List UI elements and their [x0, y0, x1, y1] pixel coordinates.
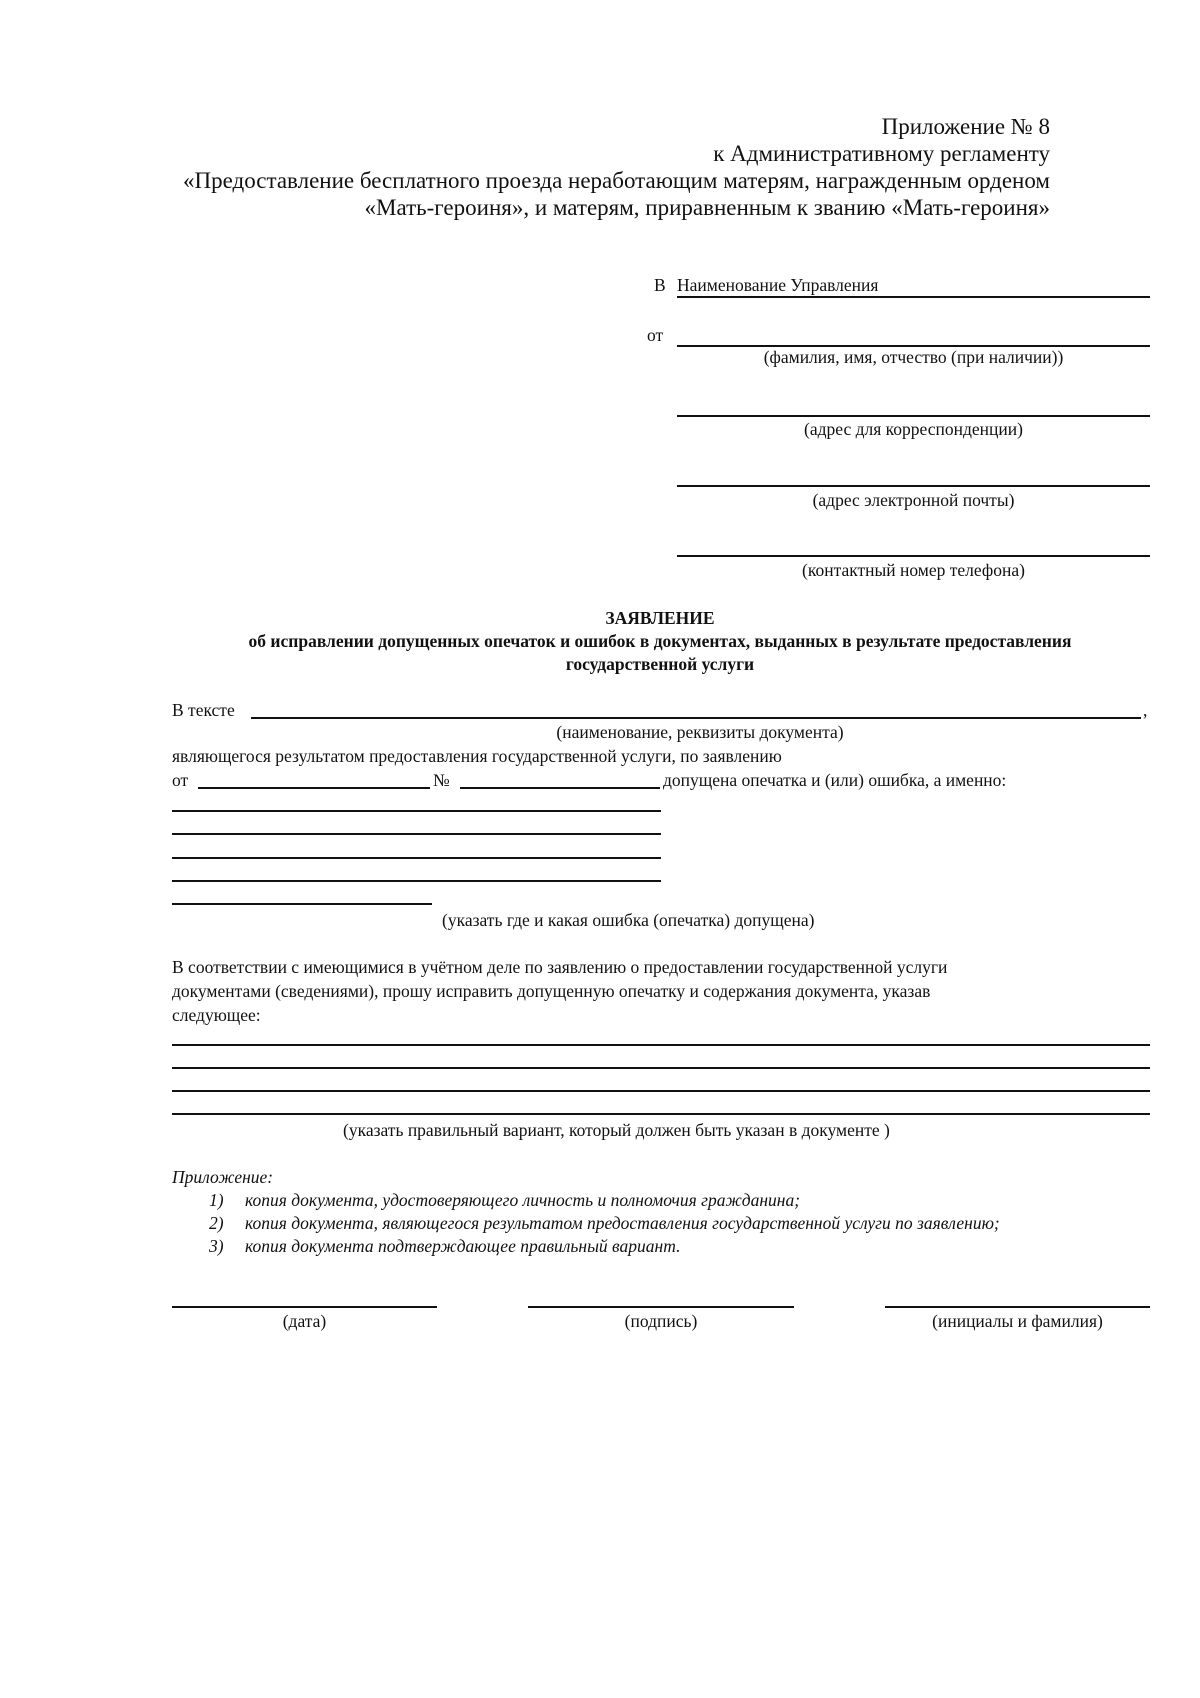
document-name-comma: ,	[1143, 700, 1148, 720]
request-text-line3: следующее:	[172, 1005, 261, 1025]
error-description-line-4[interactable]	[172, 880, 661, 882]
request-text-line1: В соответствии с имеющимися в учётном деле по заявлению о предоставлении государственной услуги	[172, 957, 948, 977]
appendix-regulation: к Административному регламенту	[713, 141, 1050, 166]
attachments-heading: Приложение:	[172, 1167, 274, 1187]
document-subtitle-line2: государственной услуги	[565, 654, 755, 674]
application-date-field[interactable]	[198, 787, 430, 789]
phone-caption: (контактный номер телефона)	[802, 560, 1025, 580]
applicant-fio-caption: (фамилия, имя, отчество (при наличии))	[763, 347, 1064, 367]
error-description-line-3[interactable]	[172, 857, 661, 859]
correct-variant-line-2[interactable]	[172, 1067, 1150, 1069]
initials-surname-caption: (инициалы и фамилия)	[932, 1311, 1103, 1331]
date-field[interactable]	[172, 1306, 437, 1308]
appendix-service-title-line1: «Предоставление бесплатного проезда неработающим матерям, награжденным орденом	[183, 168, 1050, 193]
document-title: ЗАЯВЛЕНИЕ	[605, 608, 715, 628]
initials-surname-field[interactable]	[885, 1306, 1150, 1308]
request-text-line2: документами (сведениями), прошу исправить допущенную опечатку и содержания документа, указав	[172, 981, 931, 1001]
phone-field[interactable]	[677, 555, 1150, 557]
correspondence-address-caption: (адрес для корреспонденции)	[804, 419, 1023, 439]
email-field[interactable]	[677, 485, 1150, 487]
date-caption: (дата)	[282, 1311, 327, 1331]
to-prefix: В	[654, 275, 666, 295]
error-description-line-2[interactable]	[172, 833, 661, 835]
correspondence-address-field[interactable]	[677, 415, 1150, 417]
error-description-line-1[interactable]	[172, 810, 661, 812]
attachment-text-2: копия документа, являющегося результатом предоставления государственной услуги по заявлению;	[245, 1213, 1000, 1233]
signature-field[interactable]	[528, 1306, 794, 1308]
attachment-number-3: 3)	[209, 1236, 224, 1256]
appendix-service-title-line2: «Мать-героиня», и матерям, приравненным к званию «Мать-героиня»	[364, 195, 1050, 220]
to-authority-value: Наименование Управления	[677, 275, 879, 295]
attachment-text-3: копия документа подтверждающее правильный вариант.	[245, 1236, 681, 1256]
correct-variant-line-3[interactable]	[172, 1090, 1150, 1092]
document-subtitle-line1: об исправлении допущенных опечаток и ошибок в документах, выданных в результате предоставления	[248, 631, 1072, 651]
error-description-caption: (указать где и какая ошибка (опечатка) допущена)	[442, 910, 815, 930]
document-name-field[interactable]	[251, 717, 1141, 719]
email-caption: (адрес электронной почты)	[812, 490, 1015, 510]
from-prefix: от	[647, 325, 664, 345]
correct-variant-line-4[interactable]	[172, 1113, 1150, 1115]
error-description-label: допущена опечатка и (или) ошибка, а именно:	[663, 770, 1007, 790]
correct-variant-caption: (указать правильный вариант, который должен быть указан в документе )	[343, 1120, 890, 1140]
appendix-number: Приложение № 8	[881, 114, 1050, 139]
application-number-field[interactable]	[460, 787, 660, 789]
to-authority-field[interactable]	[677, 296, 1150, 298]
attachment-number-1: 1)	[209, 1190, 224, 1210]
application-number-label: №	[433, 770, 450, 790]
signature-caption: (подпись)	[624, 1311, 698, 1331]
result-line-text: являющегося результатом предоставления государственной услуги, по заявлению	[172, 746, 782, 766]
document-name-caption: (наименование, реквизиты документа)	[556, 722, 844, 742]
attachment-text-1: копия документа, удостоверяющего личность и полномочия гражданина;	[245, 1190, 801, 1210]
error-description-line-5[interactable]	[172, 903, 432, 905]
attachment-number-2: 2)	[209, 1213, 224, 1233]
correct-variant-line-1[interactable]	[172, 1044, 1150, 1046]
application-date-label: от	[172, 770, 189, 790]
in-text-label: В тексте	[172, 700, 235, 720]
